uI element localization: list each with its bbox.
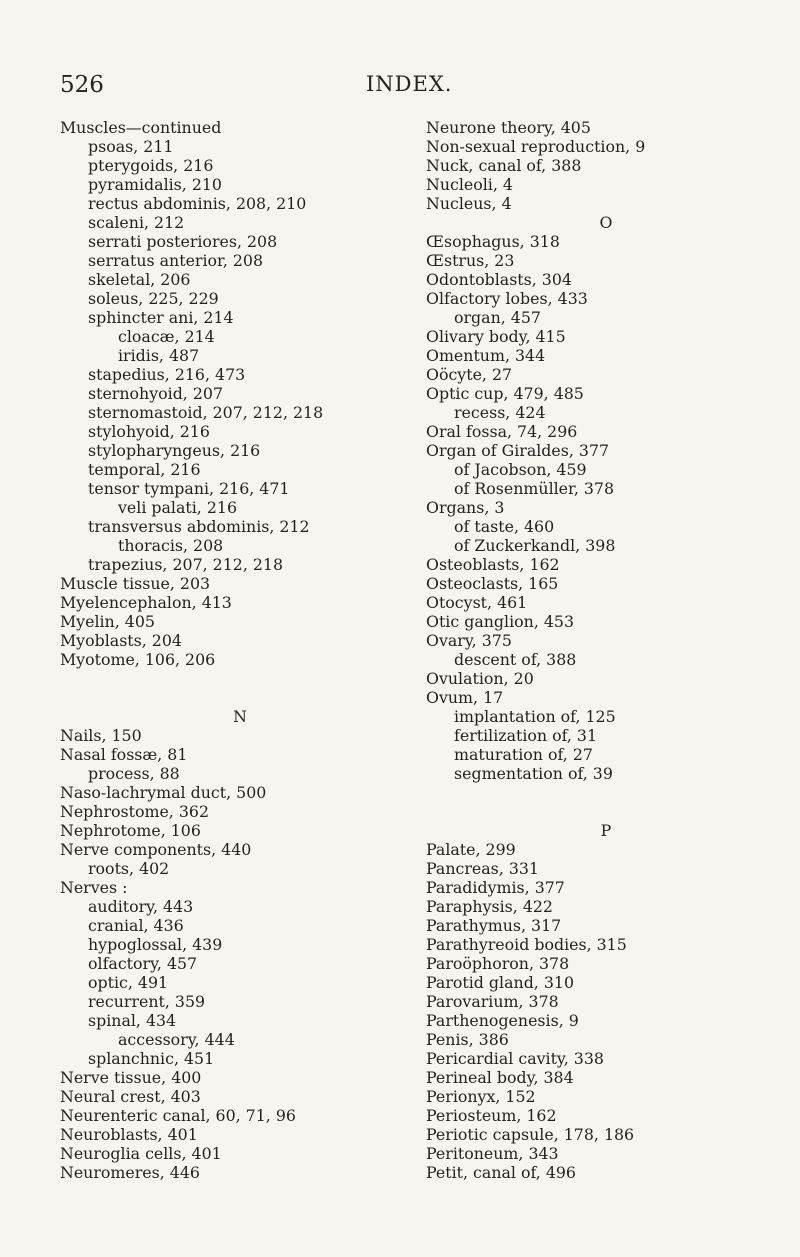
index-entry: Omentum, 344 xyxy=(426,346,546,365)
index-subentry: thoracis, 208 xyxy=(118,536,224,555)
index-entry: Parovarium, 378 xyxy=(426,992,559,1011)
running-header: INDEX. xyxy=(366,72,453,96)
index-subentry: scaleni, 212 xyxy=(88,213,185,232)
index-entry: Nails, 150 xyxy=(60,726,142,745)
index-subentry: tensor tympani, 216, 471 xyxy=(88,479,290,498)
index-subentry: implantation of, 125 xyxy=(454,707,616,726)
index-subentry: transversus abdominis, 212 xyxy=(88,517,310,536)
index-entry: Nerve components, 440 xyxy=(60,840,252,859)
page-number: 526 xyxy=(60,72,104,98)
section-letter: O xyxy=(599,213,613,232)
section-gap xyxy=(60,669,420,707)
index-subentry: of Jacobson, 459 xyxy=(454,460,587,479)
index-subentry: organ, 457 xyxy=(454,308,541,327)
index-subentry: sphincter ani, 214 xyxy=(88,308,234,327)
section-letter: N xyxy=(233,707,247,726)
index-entry: Ovulation, 20 xyxy=(426,669,534,688)
index-subentry: roots, 402 xyxy=(88,859,170,878)
index-entry: Otocyst, 461 xyxy=(426,593,528,612)
index-entry: Neurone theory, 405 xyxy=(426,118,591,137)
index-entry: Parathyreoid bodies, 315 xyxy=(426,935,627,954)
index-entry: Nucleoli, 4 xyxy=(426,175,513,194)
index-entry: Œsophagus, 318 xyxy=(426,232,560,251)
index-entry: Periotic capsule, 178, 186 xyxy=(426,1125,635,1144)
index-entry: Olfactory lobes, 433 xyxy=(426,289,588,308)
index-subentry: olfactory, 457 xyxy=(88,954,198,973)
index-subentry: soleus, 225, 229 xyxy=(88,289,219,308)
index-subentry: sternomastoid, 207, 212, 218 xyxy=(88,403,324,422)
index-entry: Ovum, 17 xyxy=(426,688,504,707)
index-entry: Peritoneum, 343 xyxy=(426,1144,559,1163)
index-entry: Nasal fossæ, 81 xyxy=(60,745,188,764)
index-subentry: of taste, 460 xyxy=(454,517,555,536)
index-subentry: rectus abdominis, 208, 210 xyxy=(88,194,307,213)
index-entry: Olivary body, 415 xyxy=(426,327,566,346)
index-entry: Neurenteric canal, 60, 71, 96 xyxy=(60,1106,296,1125)
index-entry: Optic cup, 479, 485 xyxy=(426,384,584,403)
index-entry: Oral fossa, 74, 296 xyxy=(426,422,578,441)
index-subentry: skeletal, 206 xyxy=(88,270,191,289)
index-entry: Myelin, 405 xyxy=(60,612,155,631)
index-entry: Paroöphoron, 378 xyxy=(426,954,570,973)
section-gap xyxy=(426,783,786,821)
index-subentry: psoas, 211 xyxy=(88,137,174,156)
index-subentry: sternohyoid, 207 xyxy=(88,384,224,403)
index-entry: Perineal body, 384 xyxy=(426,1068,574,1087)
index-subentry: auditory, 443 xyxy=(88,897,194,916)
index-entry: Muscles—continued xyxy=(60,118,222,137)
index-entry: Nephrotome, 106 xyxy=(60,821,201,840)
left-column xyxy=(60,118,420,1182)
index-entry: Paraphysis, 422 xyxy=(426,897,553,916)
index-entry: Naso-lachrymal duct, 500 xyxy=(60,783,267,802)
index-subentry: spinal, 434 xyxy=(88,1011,177,1030)
index-entry: Myoblasts, 204 xyxy=(60,631,182,650)
index-entry: Otic ganglion, 453 xyxy=(426,612,575,631)
index-subentry: stylopharyngeus, 216 xyxy=(88,441,261,460)
index-subentry: veli palati, 216 xyxy=(118,498,237,517)
index-subentry: accessory, 444 xyxy=(118,1030,235,1049)
index-entry: Penis, 386 xyxy=(426,1030,509,1049)
index-entry: Nerve tissue, 400 xyxy=(60,1068,202,1087)
index-subentry: pyramidalis, 210 xyxy=(88,175,222,194)
index-subentry: recess, 424 xyxy=(454,403,546,422)
index-entry: Pericardial cavity, 338 xyxy=(426,1049,604,1068)
index-subentry: optic, 491 xyxy=(88,973,169,992)
index-entry: Osteoclasts, 165 xyxy=(426,574,559,593)
index-subentry: hypoglossal, 439 xyxy=(88,935,223,954)
index-subentry: stylohyoid, 216 xyxy=(88,422,210,441)
index-entry: Organs, 3 xyxy=(426,498,505,517)
index-subentry: cranial, 436 xyxy=(88,916,184,935)
index-subentry: temporal, 216 xyxy=(88,460,201,479)
index-entry: Nucleus, 4 xyxy=(426,194,512,213)
index-entry: Parathymus, 317 xyxy=(426,916,562,935)
index-entry: Parotid gland, 310 xyxy=(426,973,574,992)
index-subentry: splanchnic, 451 xyxy=(88,1049,215,1068)
index-entry: Palate, 299 xyxy=(426,840,516,859)
index-entry: Periosteum, 162 xyxy=(426,1106,557,1125)
index-entry: Petit, canal of, 496 xyxy=(426,1163,576,1182)
index-subentry: stapedius, 216, 473 xyxy=(88,365,246,384)
index-entry: Nerves : xyxy=(60,878,128,897)
index-subentry: cloacæ, 214 xyxy=(118,327,215,346)
index-subentry: iridis, 487 xyxy=(118,346,200,365)
index-subentry: of Rosenmüller, 378 xyxy=(454,479,615,498)
index-entry: Osteoblasts, 162 xyxy=(426,555,560,574)
index-entry: Œstrus, 23 xyxy=(426,251,515,270)
index-subentry: pterygoids, 216 xyxy=(88,156,214,175)
index-subentry: fertilization of, 31 xyxy=(454,726,598,745)
index-entry: Paradidymis, 377 xyxy=(426,878,565,897)
index-entry: Odontoblasts, 304 xyxy=(426,270,572,289)
index-entry: Oöcyte, 27 xyxy=(426,365,513,384)
index-entry: Myotome, 106, 206 xyxy=(60,650,216,669)
index-subentry: of Zuckerkandl, 398 xyxy=(454,536,616,555)
index-entry: Parthenogenesis, 9 xyxy=(426,1011,579,1030)
index-subentry: recurrent, 359 xyxy=(88,992,206,1011)
index-entry: Neuroglia cells, 401 xyxy=(60,1144,222,1163)
index-subentry: serrati posteriores, 208 xyxy=(88,232,278,251)
index-subentry: process, 88 xyxy=(88,764,180,783)
index-entry: Nuck, canal of, 388 xyxy=(426,156,582,175)
index-entry: Non-sexual reproduction, 9 xyxy=(426,137,646,156)
index-entry: Myelencephalon, 413 xyxy=(60,593,232,612)
index-subentry: segmentation of, 39 xyxy=(454,764,613,783)
index-entry: Nephrostome, 362 xyxy=(60,802,210,821)
index-entry: Pancreas, 331 xyxy=(426,859,539,878)
index-subentry: maturation of, 27 xyxy=(454,745,593,764)
index-subentry: trapezius, 207, 212, 218 xyxy=(88,555,284,574)
index-entry: Neuromeres, 446 xyxy=(60,1163,200,1182)
index-entry: Muscle tissue, 203 xyxy=(60,574,211,593)
index-entry: Perionyx, 152 xyxy=(426,1087,536,1106)
index-entry: Ovary, 375 xyxy=(426,631,512,650)
index-entry: Organ of Giraldes, 377 xyxy=(426,441,610,460)
right-column xyxy=(426,118,786,1182)
index-entry: Neuroblasts, 401 xyxy=(60,1125,198,1144)
index-subentry: serratus anterior, 208 xyxy=(88,251,264,270)
index-subentry: descent of, 388 xyxy=(454,650,577,669)
index-entry: Neural crest, 403 xyxy=(60,1087,201,1106)
section-letter: P xyxy=(600,821,612,840)
